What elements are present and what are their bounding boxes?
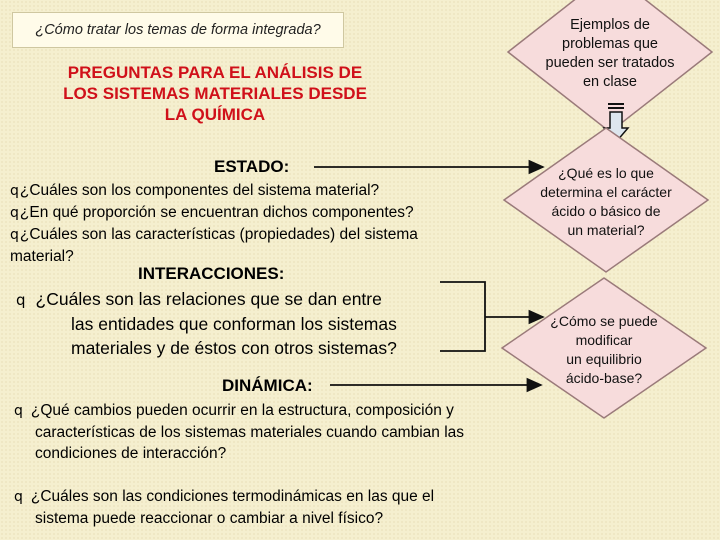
- bullet-icon: q: [10, 227, 19, 243]
- example1-text: [520, 164, 692, 240]
- example2-line: ácido-base?: [565, 370, 643, 386]
- list-item: [10, 180, 510, 202]
- examples-line: problemas que: [562, 36, 658, 52]
- question-text: las entidades que conforman los sistemas: [71, 314, 397, 334]
- list-item: [16, 287, 456, 312]
- list-item: [10, 202, 510, 224]
- title-line: LA QUÍMICA: [164, 105, 266, 124]
- title-line: LOS SISTEMAS MATERIALES DESDE: [63, 84, 367, 103]
- examples-line: Ejemplos de: [570, 17, 650, 33]
- title-line: PREGUNTAS PARA EL ANÁLISIS DE: [67, 63, 363, 82]
- bullet-icon: q: [14, 489, 23, 505]
- top-question-text: ¿Cómo tratar los temas de forma integrada?: [35, 22, 321, 38]
- example2-line: modificar: [575, 332, 633, 348]
- example2-line: un equilibrio: [566, 351, 642, 367]
- dinamica-questions: [14, 400, 544, 529]
- question-text: ¿Cuáles son los componentes del sistema material?: [19, 182, 380, 199]
- bullet-icon: q: [16, 291, 26, 309]
- list-item-continuation: material?: [10, 248, 74, 265]
- question-text: ¿En qué proporción se encuentran dichos componentes?: [19, 204, 414, 221]
- example1-line: un material?: [567, 222, 645, 238]
- example1-line: ácido o básico de: [551, 203, 661, 219]
- interacciones-questions: [16, 287, 456, 360]
- question-text: condiciones de interacción?: [35, 445, 227, 462]
- example2-line: ¿Cómo se puede: [550, 313, 658, 329]
- bullet-icon: q: [10, 183, 19, 199]
- dinamica-heading: DINÁMICA:: [222, 376, 313, 395]
- top-question-box: [12, 12, 344, 48]
- example2-text: [518, 312, 690, 388]
- question-text: ¿Qué cambios pueden ocurrir en la estructura, composición y: [30, 402, 454, 419]
- question-text: sistema puede reaccionar o cambiar a nivel físico?: [35, 510, 384, 527]
- examples-line: pueden ser tratados: [545, 55, 675, 71]
- examples-line: en clase: [582, 74, 637, 90]
- question-text: ¿Cuáles son las relaciones que se dan entre: [35, 289, 382, 309]
- estado-heading: ESTADO:: [214, 157, 290, 176]
- question-text: ¿Cuáles son las condiciones termodinámicas en las que el: [30, 488, 435, 505]
- interacciones-heading: INTERACCIONES:: [138, 264, 285, 283]
- examples-box-text: [528, 16, 692, 92]
- bullet-icon: q: [10, 205, 19, 221]
- question-text: características de los sistemas materiales cuando cambian las: [35, 424, 465, 441]
- bullet-icon: q: [14, 403, 23, 419]
- estado-questions: [10, 180, 510, 267]
- page-title: [20, 62, 410, 125]
- question-text: materiales y de éstos con otros sistemas?: [71, 338, 397, 358]
- example1-line: determina el carácter: [540, 184, 672, 200]
- list-item: [14, 400, 544, 422]
- question-text: ¿Cuáles son las características (propiedades) del sistema: [19, 226, 418, 243]
- example1-line: ¿Qué es lo que: [558, 165, 654, 181]
- list-item: [10, 224, 510, 246]
- list-item: [14, 486, 544, 508]
